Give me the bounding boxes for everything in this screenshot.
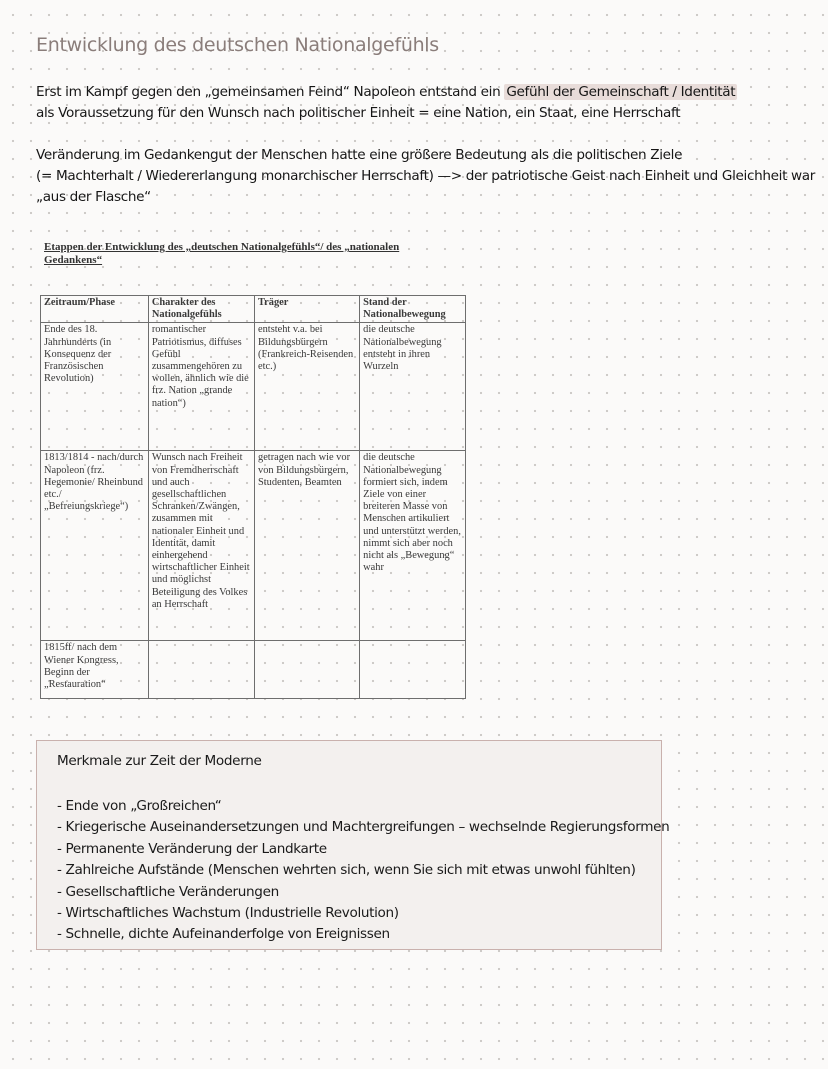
change-line-3: „aus der Flasche“: [36, 189, 151, 205]
table-row: [41, 641, 466, 699]
merkmale-list: [57, 796, 669, 946]
moderne-box: [36, 740, 670, 950]
page-title: Entwicklung des deutschen Nationalgefühls: [36, 34, 439, 56]
scan-caption-line-1: Etappen der Entwicklung des „deutschen Nationalgefühls“/ des „nationalen: [44, 241, 400, 253]
highlighted-phrase: Gefühl der Gemeinschaft / Identität: [506, 84, 736, 100]
cell-traeger: entsteht v.a. bei Bildungsbürgern (Frankreich-Reisenden etc.): [255, 323, 360, 451]
etappen-table: [40, 295, 466, 699]
cell-traeger: [255, 641, 360, 699]
intro-line-1-text: Erst im Kampf gegen den „gemeinsamen Feind“ Napoleon entstand ein: [36, 84, 505, 100]
intro-line-1: [36, 82, 737, 103]
cell-phase: Ende des 18. Jahrhunderts (in Konsequenz der Französischen Revolution): [41, 323, 149, 451]
header-traeger: Träger: [255, 296, 360, 323]
cell-phase: 1813/1814 - nach/durch Napoleon (frz. Hegemonie/ Rheinbund etc./ „Befreiungskriege“): [41, 451, 149, 641]
intro-paragraph: [36, 82, 737, 124]
list-item: - Kriegerische Auseinandersetzungen und Machtergreifungen – wechselnde Regierungsformen: [57, 817, 669, 838]
cell-phase: 1815ff/ nach dem Wiener Kongress, Beginn der „Restauration“: [41, 641, 149, 699]
scanned-table-image: [36, 233, 476, 691]
cell-stand: [360, 641, 466, 699]
table-header-row: [41, 296, 466, 323]
scan-caption: [44, 241, 424, 267]
list-item: - Wirtschaftliches Wachstum (Industrielle Revolution): [57, 903, 669, 924]
list-item: - Permanente Veränderung der Landkarte: [57, 839, 669, 860]
change-line-2: (= Machterhalt / Wiedererlangung monarchischer Herrschaft) —> der patriotische Geist nach Einheit und Gleichheit war: [36, 168, 816, 184]
intro-line-2: als Voraussetzung für den Wunsch nach politischer Einheit = eine Nation, ein Staat, eine Herrschaft: [36, 105, 681, 121]
cell-stand: die deutsche Nationalbewegung entsteht in ihren Wurzeln: [360, 323, 466, 451]
list-item: - Ende von „Großreichen“: [57, 796, 669, 817]
list-item: - Zahlreiche Aufstände (Menschen wehrten sich, wenn Sie sich mit etwas unwohl fühlten): [57, 860, 669, 881]
list-item: - Gesellschaftliche Veränderungen: [57, 882, 669, 903]
list-item: - Schnelle, dichte Aufeinanderfolge von Ereignissen: [57, 924, 669, 945]
change-line-1: Veränderung im Gedankengut der Menschen hatte eine größere Bedeutung als die politischen Ziele: [36, 147, 683, 163]
header-stand: Stand der Nationalbewegung: [360, 296, 466, 323]
change-paragraph: [36, 145, 815, 208]
cell-charakter: romantischer Patriotismus, diffuses Gefühl zusammengehören zu wollen, ähnlich wie die frz. Nation „grande nation“): [148, 323, 254, 451]
cell-stand: die deutsche Nationalbewegung formiert sich, indem Ziele von einer breiteren Masse von Menschen artikuliert und unterstützt werden, nimmt sich aber noch nicht als „Bewegung“ wahr: [360, 451, 466, 641]
cell-charakter: Wunsch nach Freiheit von Fremdherrschaft und auch gesellschaftlichen Schranken/Zwängen, zusammen mit nationaler Einheit und Identität, damit einhergehend wirtschaftlicher Einheit und möglichst Beteiligung des Volkes an Herrschaft: [148, 451, 254, 641]
table-row: [41, 323, 466, 451]
box-title: Merkmale zur Zeit der Moderne: [57, 753, 262, 769]
cell-charakter: [148, 641, 254, 699]
table-row: [41, 451, 466, 641]
header-charakter: Charakter des Nationalgefühls: [148, 296, 254, 323]
header-zeitraum: Zeitraum/Phase: [41, 296, 149, 323]
scan-caption-line-2: Gedankens“: [44, 254, 103, 266]
cell-traeger: getragen nach wie vor von Bildungsbürgern, Studenten, Beamten: [255, 451, 360, 641]
